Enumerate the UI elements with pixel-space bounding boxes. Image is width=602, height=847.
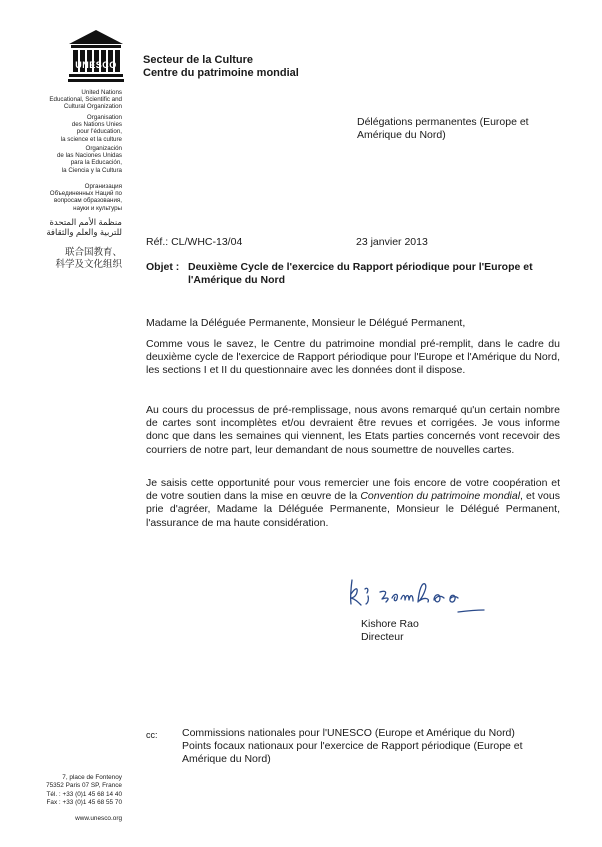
org-name-es: Organización de las Naciones Unidas para la Educación, la Ciencia y la Cultura [56,145,122,174]
org-name-zh: 联合国教育、 科学及文化组织 [55,247,122,270]
cc-recipients [182,727,562,766]
recipient: Délégations permanentes (Europe et Amérique du Nord) [357,116,529,141]
sector-header [143,54,299,80]
sector-name: Secteur de la Culture [143,54,254,66]
handwritten-signature [346,572,496,620]
salutation: Madame la Déléguée Permanente, Monsieur le Délégué Permanent, [146,317,466,329]
org-name-fr: Organisation des Nations Unies pour l'éducation, la science et la culture [60,114,122,143]
cc-line-2: Points focaux nationaux pour l'exercice de Rapport périodique (Europe et Amérique du Nord) [182,740,523,765]
signatory-block [361,618,419,644]
convention-title: Convention du patrimoine mondial [360,490,521,503]
footer-address: 7, place de Fontenoy 75352 Paris 07 SP, France Tél. : +33 (0)1 45 68 14 40 Fax : +33 (0)1 45 68 55 70 [46,774,122,807]
paragraph-2: Au cours du processus de pré-remplissage, nous avons remarqué qu'un certain nombre de cartes sont incomplètes et/ou devraient être revues et corrigées. Je vous informe donc que dans les semaines qui viennent, les Etats parties concernés vont recevoir des courriers de notre part, leur demandant de nous soumettre de nouvelles cartes. [146,404,560,456]
footer-website: www.unesco.org [75,815,122,822]
cc-label: cc: [146,730,158,740]
reference: Réf.: CL/WHC-13/04 [146,236,243,248]
paragraph-3 [146,477,560,530]
org-name-en: United Nations Educational, Scientific and Cultural Organization [49,89,122,111]
subject-text: Deuxième Cycle de l'exercice du Rapport périodique pour l'Europe et l'Amérique du Nord [188,261,533,286]
logo-lettering: UNESCO [75,60,117,70]
subject-label: Objet : [146,261,180,273]
paragraph-1: Comme vous le savez, le Centre du patrimoine mondial pré-remplit, dans le cadre du deuxième cycle de l'exercice de Rapport périodique pour l'Europe et l'Amérique du Nord, les sections I et II du questionnaire avec les données dont il dispose. [146,338,560,377]
unesco-logo [68,29,124,83]
paragraph-3-part-1: Je saisis cette opportunité pour vous remercier une fois encore de votre coopération et de votre soutien dans la mise en œuvre de la [146,477,560,503]
signatory-title: Directeur [361,631,404,643]
org-name-ar: منظمة الأمم المتحدة للتربية والعلم والثقافة [46,217,122,237]
cc-line-1: Commissions nationales pour l'UNESCO (Europe et Amérique du Nord) [182,727,515,739]
signatory-name: Kishore Rao [361,618,419,630]
paragraph-3-part-2: , et vous prie d'agréer, Madame la Déléguée Permanente, Monsieur le Délégué Permanent, l'assurance de ma haute considération. [146,490,560,529]
centre-name: Centre du patrimoine mondial [143,67,299,79]
letter-date: 23 janvier 2013 [356,236,428,248]
org-name-ru: Организация Объединенных Наций по вопросам образования, науки и культуры [49,183,122,212]
